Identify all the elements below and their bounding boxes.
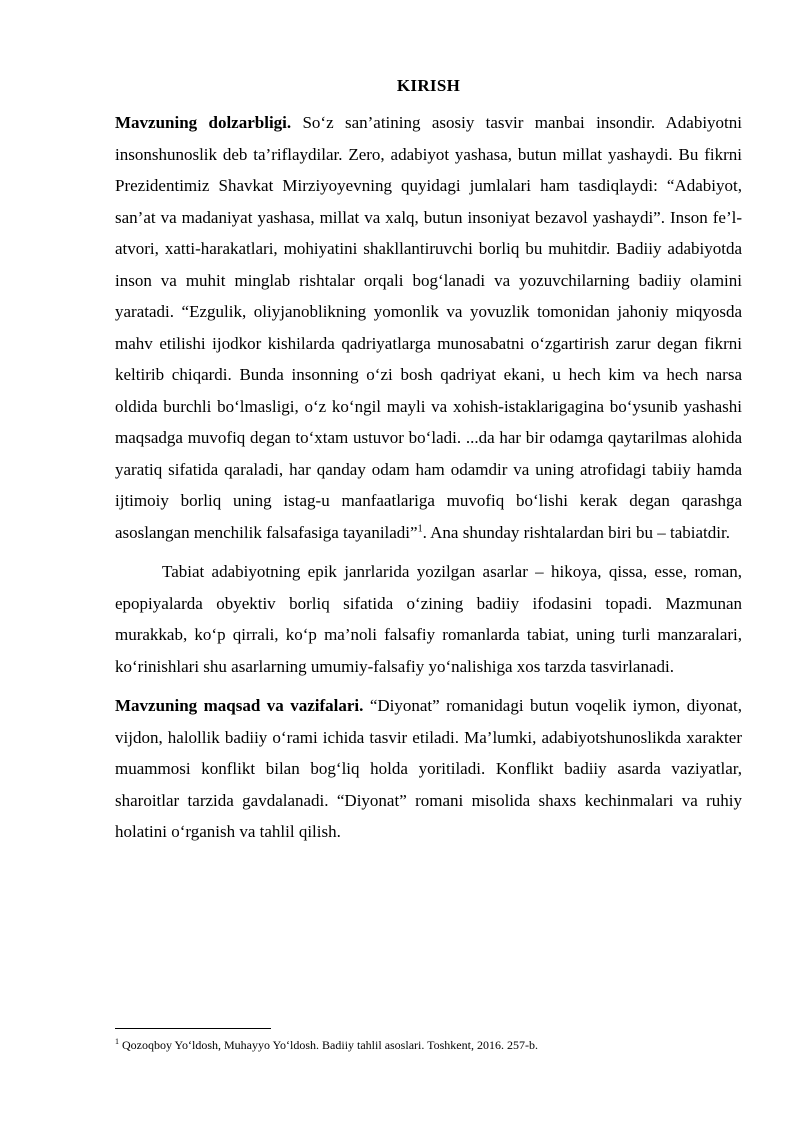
paragraph-text: So‘z san’atining asosiy tasvir manbai insondir. Adabiyotni insonshunoslik deb ta’riflaydilar. Zero, adabiyot yashasa, butun millat yashaydi. Bu fikrni Prezidentimiz Shavkat Mirziyoyevning quyidagi jumlalari ham tasdiqlaydi: “Adabiyot, san’at va madaniyat yashasa, millat va xalq, butun insoniyat bezavol yashaydi”. Inson fe’l-atvori, xatti-harakatlari, mohiyatini shakllantiruvchi borliq bu muhitdir. Badiiy adabiyotda inson va muhit minglab rishtalar orqali bog‘lanadi va yozuvchilarning badiiy olamini yaratadi. “Ezgulik, oliyjanoblikning yomonlik va yovuzlik tomonidan jahoniy miqyosda mahv etilishi ijodkor kishilarda qadriyatlarga munosabatni o‘zgartirish zarur degan fikrni keltirib chiqardi. Bunda insonning o‘zi bosh qadriyat ekani, u hech kim va hech narsa oldida burchli bo‘lmasligi, o‘z ko‘ngil mayli va xohish-istaklarigagina bo‘ysunib yashashi maqsadga muvofiq degan to‘xtam ustuvor bo‘ladi. ...da har bir odamga qaytarilmas alohida yaratiq sifatida qaraladi, har qanday odam ham odamdir va uning atrofidagi tabiiy hamda ijtimoiy borliq uning istag-u manfaatlariga muvofiq bo‘lishi kerak degan qarashga asoslangan menchilik falsafasiga tayaniladi” [115, 113, 743, 542]
footnote-separator [115, 1028, 271, 1029]
paragraph-text-end: . Ana shunday rishtalardan biri bu – tabiatdir. [422, 522, 730, 542]
paragraph-lead-goals: Mavzuning maqsad va vazifalari. [115, 696, 364, 715]
paragraph-goals [115, 690, 742, 848]
footnote-reference[interactable]: 1 [417, 522, 423, 534]
paragraph-nature: Tabiat adabiyotning epik janrlarida yozilgan asarlar – hikoya, qissa, esse, roman, epopiyalarda obyektiv borliq sifatida o‘zining badiiy ifodasini topadi. Mazmunan murakkab, ko‘p qirrali, ko‘p ma’noli falsafiy romanlarda tabiat, uning turli manzaralari, ko‘rinishlari shu asarlarning umumiy-falsafiy yo‘nalishiga xos tarzda tasvirlanadi. [115, 562, 742, 676]
page-title: KIRISH [396, 76, 461, 95]
footnote-text: Qozoqboy Yo‘ldosh, Muhayyo Yo‘ldosh. Badiiy tahlil asoslari. Toshkent, 2016. 257-b. [119, 1038, 538, 1052]
paragraph-text: “Diyonat” romanidagi butun voqelik iymon, diyonat, vijdon, halollik badiiy o‘rami ichida tasvir etiladi. Ma’lumki, adabiyotshunoslikda xarakter muammosi konflikt bilan bog‘liq holda yoritiladi. Konflikt badiiy asarda vaziyatlar, sharoitlar tarzida gavdalanadi. “Diyonat” romani misolida shaxs kechinmalari va ruhiy holatini o‘rganish va tahlil qilish. [115, 696, 742, 841]
footnote [115, 1037, 742, 1053]
document-page [115, 70, 742, 848]
paragraph-relevance [115, 107, 742, 548]
footnote-mark: 1 [115, 1037, 119, 1046]
paragraph-lead-relevance: Mavzuning dolzarbligi. [115, 113, 292, 132]
